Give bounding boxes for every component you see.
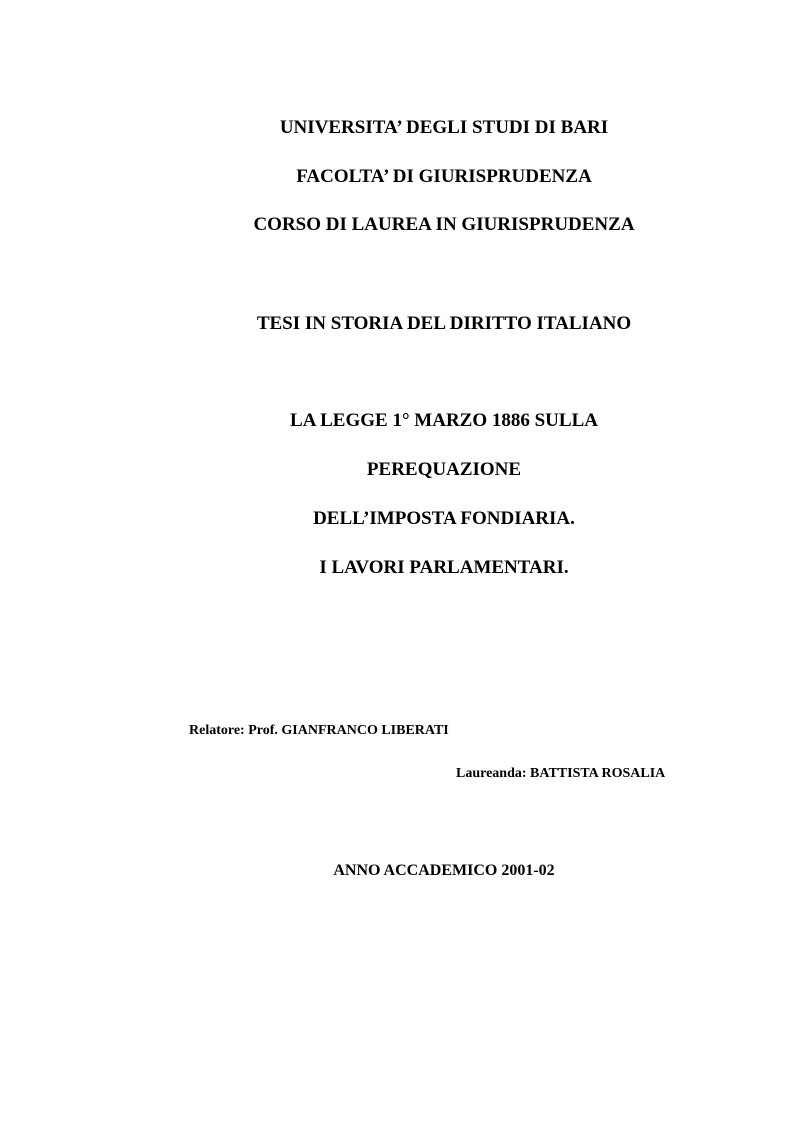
thesis-title-line-1: LA LEGGE 1° MARZO 1886 SULLA [290,410,598,431]
academic-year: ANNO ACCADEMICO 2001-02 [333,862,555,879]
degree-course: CORSO DI LAUREA IN GIURISPRUDENZA [253,214,635,235]
thesis-title-line-3: DELL’IMPOSTA FONDIARIA. [313,508,575,529]
thesis-title-line-2: PEREQUAZIONE [366,459,522,480]
supervisor-line: Relatore: Prof. GIANFRANCO LIBERATI [189,723,449,738]
faculty-name: FACOLTA’ DI GIURISPRUDENZA [296,166,592,187]
candidate-line: Laureanda: BATTISTA ROSALIA [456,766,666,781]
thesis-subject: TESI IN STORIA DEL DIRITTO ITALIANO [256,313,632,334]
university-name: UNIVERSITA’ DEGLI STUDI DI BARI [279,117,609,138]
thesis-title-line-4: I LAVORI PARLAMENTARI. [319,557,569,578]
